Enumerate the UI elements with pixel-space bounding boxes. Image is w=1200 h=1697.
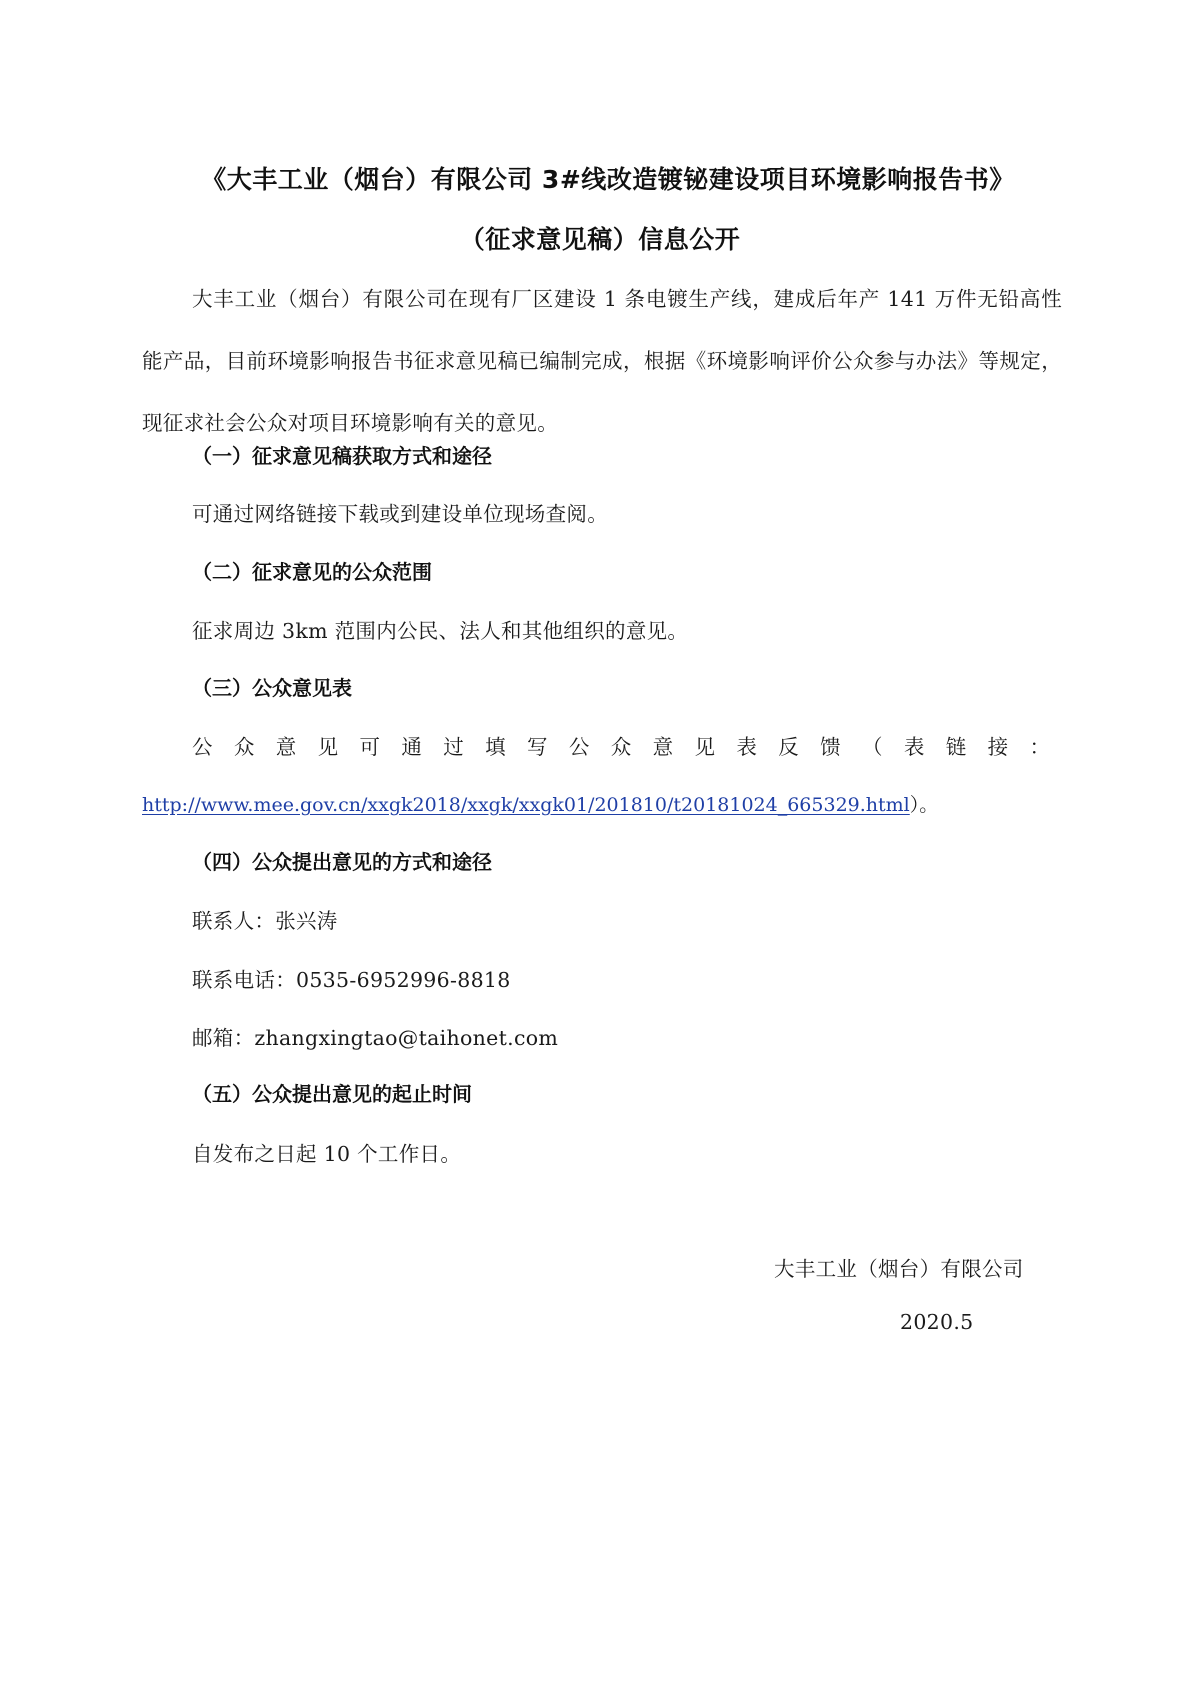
section-3-spread-line bbox=[192, 730, 1050, 760]
section-5-heading: （五）公众提出意见的起止时间 bbox=[192, 1082, 472, 1106]
spread-char: 链 bbox=[945, 735, 967, 759]
spread-char: 众 bbox=[233, 735, 255, 759]
url-suffix: ）。 bbox=[909, 794, 939, 816]
spread-char: 见 bbox=[317, 735, 339, 759]
spread-char: 众 bbox=[610, 735, 632, 759]
spread-char: 写 bbox=[527, 735, 548, 759]
section-5-text: 自发布之日起 10 个工作日。 bbox=[192, 1142, 462, 1166]
spread-char: （ bbox=[862, 735, 883, 759]
section-3-heading: （三）公众意见表 bbox=[192, 676, 352, 700]
section-2-text: 征求周边 3km 范围内公民、法人和其他组织的意见。 bbox=[192, 619, 689, 643]
section-3-url-line bbox=[142, 790, 938, 817]
spread-char: 表 bbox=[736, 735, 757, 759]
contact-email: 邮箱：zhangxingtao@taihonet.com bbox=[192, 1026, 559, 1050]
spread-char: 可 bbox=[359, 735, 380, 759]
spread-char: 见 bbox=[694, 735, 715, 759]
spread-char: 通 bbox=[401, 735, 422, 759]
spread-char: 公 bbox=[568, 735, 590, 759]
spread-char: 意 bbox=[275, 735, 297, 759]
spread-char: 意 bbox=[652, 735, 674, 759]
contact-person: 联系人：张兴涛 bbox=[192, 909, 338, 933]
contact-phone: 联系电话：0535-6952996-8818 bbox=[192, 968, 511, 992]
signature-company: 大丰工业（烟台）有限公司 bbox=[774, 1257, 1024, 1281]
spread-char: 填 bbox=[485, 735, 506, 759]
spread-char: 接 bbox=[987, 735, 1009, 759]
document-subtitle: （征求意见稿）信息公开 bbox=[459, 225, 741, 254]
intro-paragraph: 大丰工业（烟台）有限公司在现有厂区建设 1 条电镀生产线，建成后年产 141 万件无铅高性能产品，目前环境影响报告书征求意见稿已编制完成，根据《环境影响评价公众参与办法》等规定，现征求社会公众对项目环境影响有关的意见。 bbox=[142, 287, 1062, 435]
section-4-heading: （四）公众提出意见的方式和途径 bbox=[192, 850, 492, 874]
section-2-heading: （二）征求意见的公众范围 bbox=[192, 560, 432, 584]
section-1-text: 可通过网络链接下载或到建设单位现场查阅。 bbox=[192, 502, 608, 526]
signature-date: 2020.5 bbox=[900, 1310, 974, 1334]
spread-char: 馈 bbox=[820, 735, 841, 759]
spread-char: 表 bbox=[903, 735, 925, 759]
opinion-form-link[interactable]: http://www.mee.gov.cn/xxgk2018/xxgk/xxgk01/201810/t20181024_665329.html bbox=[142, 794, 910, 816]
spread-char: 反 bbox=[778, 735, 799, 759]
spread-char: ： bbox=[1029, 735, 1050, 759]
spread-char: 公 bbox=[192, 735, 213, 759]
spread-char: 过 bbox=[443, 735, 464, 759]
section-1-heading: （一）征求意见稿获取方式和途径 bbox=[192, 444, 492, 468]
document-title: 《大丰工业（烟台）有限公司 3#线改造镀铋建设项目环境影响报告书》 bbox=[201, 165, 1015, 194]
